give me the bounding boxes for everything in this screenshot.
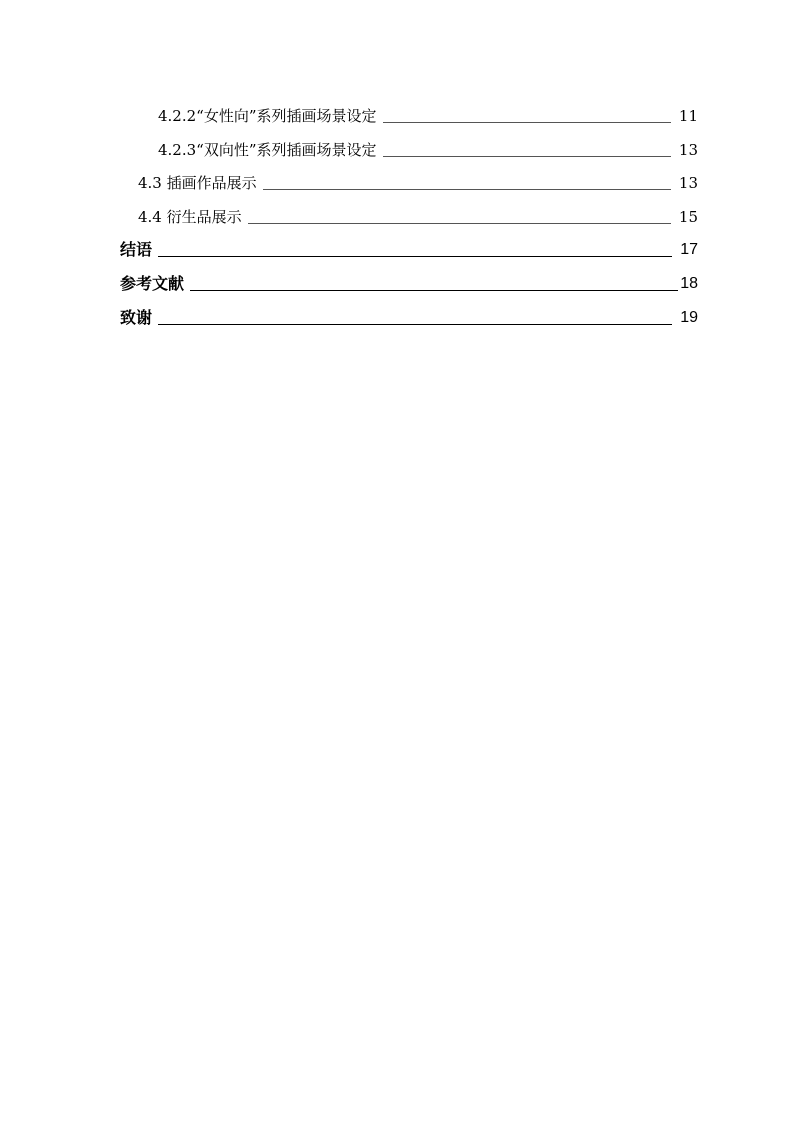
toc-entry-conclusion[interactable] [120, 238, 698, 260]
toc-leader-line [190, 290, 678, 291]
toc-entry-title: 4.4 衍生品展示 [138, 208, 242, 226]
toc-leader-line [158, 324, 672, 325]
toc-leader-line [383, 122, 671, 123]
toc-leader-line [383, 156, 671, 157]
toc-entry-title: 致谢 [120, 308, 153, 327]
toc-entry-title: 参考文献 [120, 274, 185, 293]
toc-entry-title: 4.2.2“女性向”系列插画场景设定 [158, 107, 377, 125]
toc-entry-page-number: 11 [678, 107, 698, 125]
toc-entry-page-number: 19 [680, 309, 698, 326]
toc-leader-line [158, 256, 672, 257]
toc-entry-title: 4.2.3“双向性”系列插画场景设定 [158, 141, 377, 159]
toc-entry-title: 结语 [120, 240, 153, 259]
toc-entry-page-number: 18 [680, 275, 698, 292]
toc-entry-4-3[interactable] [138, 171, 698, 193]
toc-entry-page-number: 13 [678, 174, 698, 192]
toc-entry-4-2-2[interactable] [158, 104, 698, 126]
toc-leader-line [248, 223, 671, 224]
toc-entry-page-number: 15 [678, 208, 698, 226]
toc-entry-4-4[interactable] [138, 205, 698, 227]
toc-entry-4-2-3[interactable] [158, 138, 698, 160]
toc-leader-line [263, 189, 671, 190]
toc-entry-title: 4.3 插画作品展示 [138, 174, 257, 192]
toc-entry-page-number: 13 [678, 141, 698, 159]
toc-entry-references[interactable] [120, 272, 698, 294]
toc-entry-page-number: 17 [680, 241, 698, 258]
toc-entry-acknowledgements[interactable] [120, 306, 698, 328]
